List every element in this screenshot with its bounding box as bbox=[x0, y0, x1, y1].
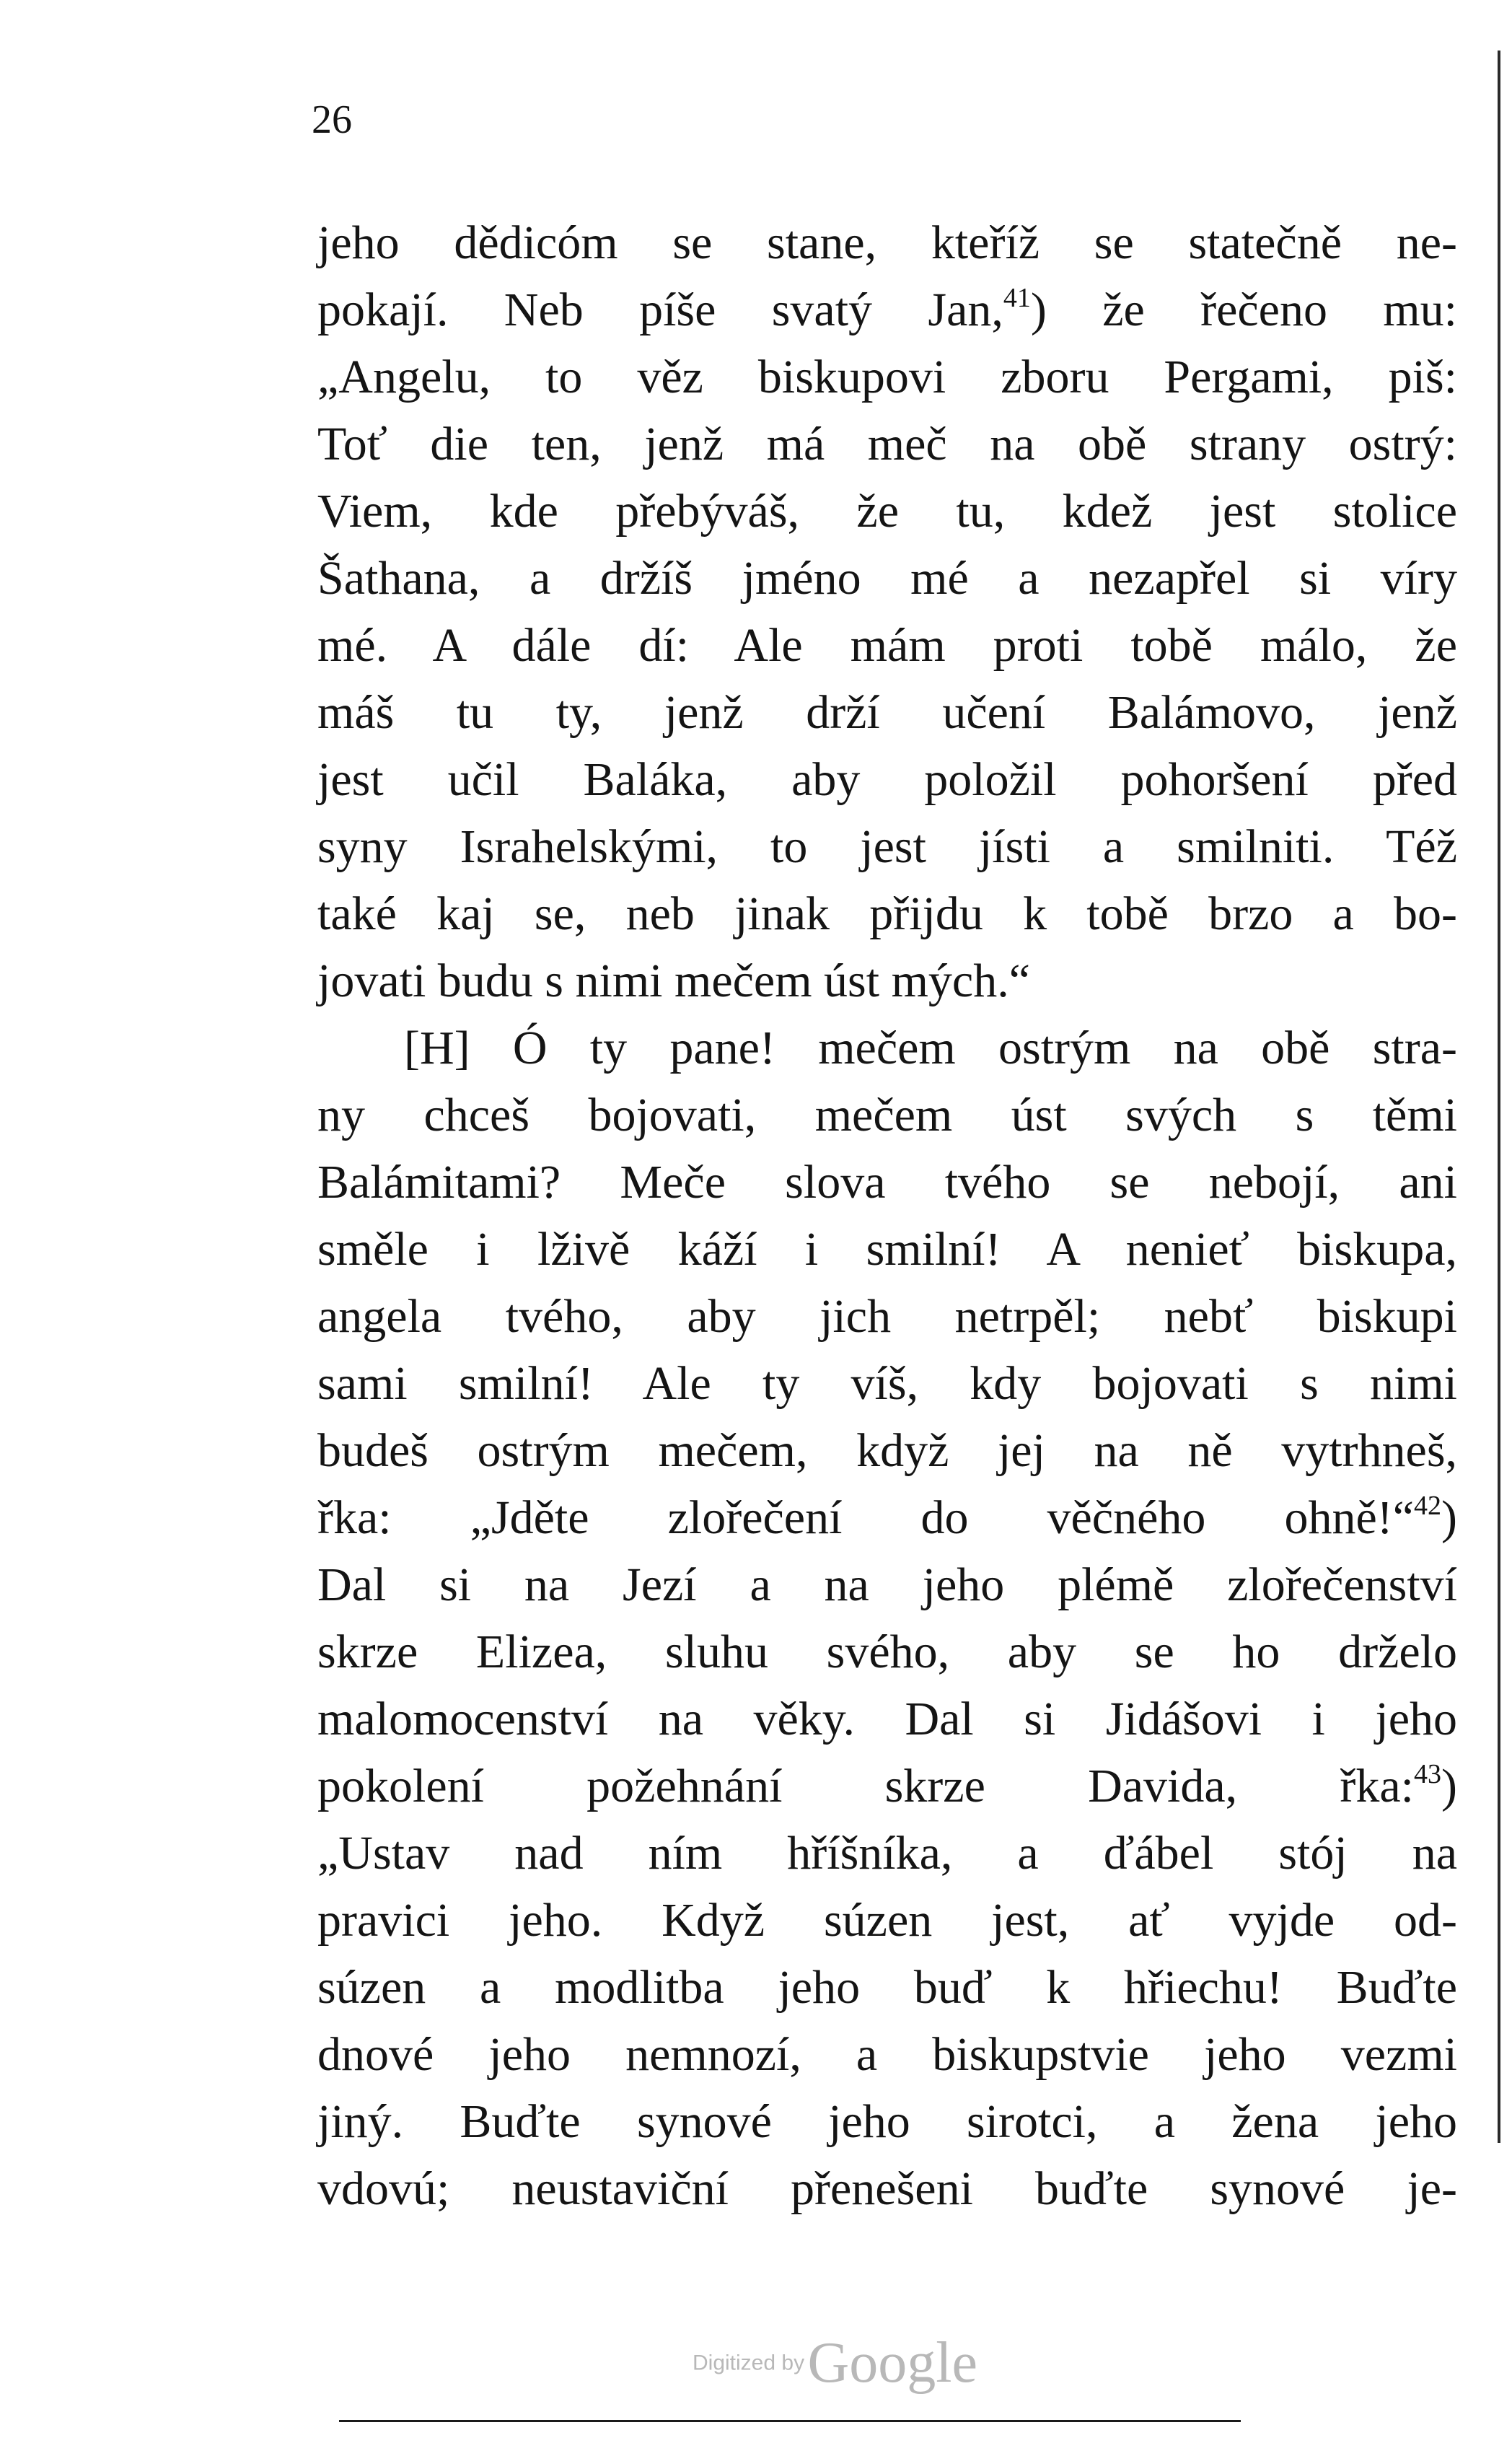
line-text: řka: „Jděte zlořečení do věčného ohně!“ bbox=[317, 1491, 1415, 1544]
text-line: Dal si na Jezí a na jeho plémě zlořečenství bbox=[317, 1558, 1457, 1611]
text-line: mé. A dále dí: Ale mám proti tobě málo, že bbox=[317, 619, 1457, 672]
footnote-ref: 41 bbox=[1003, 283, 1031, 313]
text-line: Viem, kde přebýváš, že tu, kdež jest stolice bbox=[317, 485, 1457, 538]
text-line: budeš ostrým mečem, když jej na ně vytrhneš, bbox=[317, 1424, 1457, 1477]
text-line: pravici jeho. Když súzen jest, ať vyjde od- bbox=[317, 1894, 1457, 1947]
text-line: jeho dědicóm se stane, kteříž se statečně ne- bbox=[317, 216, 1457, 269]
text-line: Balámitami? Meče slova tvého se nebojí, ani bbox=[317, 1156, 1457, 1209]
body-text bbox=[317, 209, 1457, 2222]
line-text: pokají. Neb píše svatý Jan, bbox=[317, 284, 1003, 336]
text-line bbox=[317, 276, 1457, 343]
line-text: ) bbox=[1441, 1491, 1457, 1544]
text-line: „Angelu, to věz biskupovi zboru Pergami, piš: bbox=[317, 351, 1457, 403]
text-line: skrze Elizea, sluhu svého, aby se ho drželo bbox=[317, 1626, 1457, 1678]
text-line: jiný. Buďte synové jeho sirotci, a žena jeho bbox=[317, 2095, 1457, 2148]
text-line: také kaj se, neb jinak přijdu k tobě brzo a bo- bbox=[317, 887, 1457, 940]
google-logo: Google bbox=[807, 2331, 978, 2395]
page-number: 26 bbox=[312, 97, 352, 142]
text-line bbox=[317, 1753, 1457, 1820]
line-text: pokolení požehnání skrze Davida, řka: bbox=[317, 1760, 1415, 1812]
text-line: ny chceš bojovati, mečem úst svých s těmi bbox=[317, 1089, 1457, 1141]
line-text: ) bbox=[1441, 1760, 1457, 1812]
text-line: súzen a modlitba jeho buď k hřiechu! Buďte bbox=[317, 1961, 1457, 2014]
footnote-ref: 43 bbox=[1414, 1759, 1442, 1789]
page-edge-line bbox=[1498, 51, 1500, 2143]
text-line: angela tvého, aby jich netrpěl; nebť biskupi bbox=[317, 1290, 1457, 1343]
footnote-ref: 42 bbox=[1414, 1491, 1442, 1521]
text-line: jest učil Baláka, aby položil pohoršení před bbox=[317, 753, 1457, 806]
text-line: směle i lživě káží i smilní! A nenieť biskupa, bbox=[317, 1223, 1457, 1276]
text-line bbox=[317, 1484, 1457, 1551]
watermark-prefix: Digitized by bbox=[693, 2351, 805, 2375]
text-line: Šathana, a držíš jméno mé a nezapřel si víry bbox=[317, 552, 1457, 605]
line-text: ) že řečeno mu: bbox=[1030, 284, 1457, 336]
text-line: [H] Ó ty pane! mečem ostrým na obě stra- bbox=[404, 1022, 1457, 1074]
text-line: Toť die ten, jenž má meč na obě strany ostrý: bbox=[317, 418, 1457, 470]
text-line: jovati budu s nimi mečem úst mých.“ bbox=[317, 955, 1031, 1007]
text-line: syny Israhelskými, to jest jísti a smilniti. Též bbox=[317, 820, 1457, 873]
text-line: máš tu ty, jenž drží učení Balámovo, jenž bbox=[317, 686, 1457, 739]
text-line: dnové jeho nemnozí, a biskupstvie jeho vezmi bbox=[317, 2028, 1457, 2081]
digitized-watermark bbox=[693, 2330, 977, 2396]
footer-rule bbox=[339, 2420, 1241, 2422]
text-line: vdovú; neustaviční přenešeni buďte synové je- bbox=[317, 2162, 1457, 2215]
text-line: sami smilní! Ale ty víš, kdy bojovati s nimi bbox=[317, 1357, 1457, 1410]
text-line: „Ustav nad ním hříšníka, a ďábel stój na bbox=[317, 1827, 1457, 1880]
text-line: malomocenství na věky. Dal si Jidášovi i jeho bbox=[317, 1693, 1457, 1745]
